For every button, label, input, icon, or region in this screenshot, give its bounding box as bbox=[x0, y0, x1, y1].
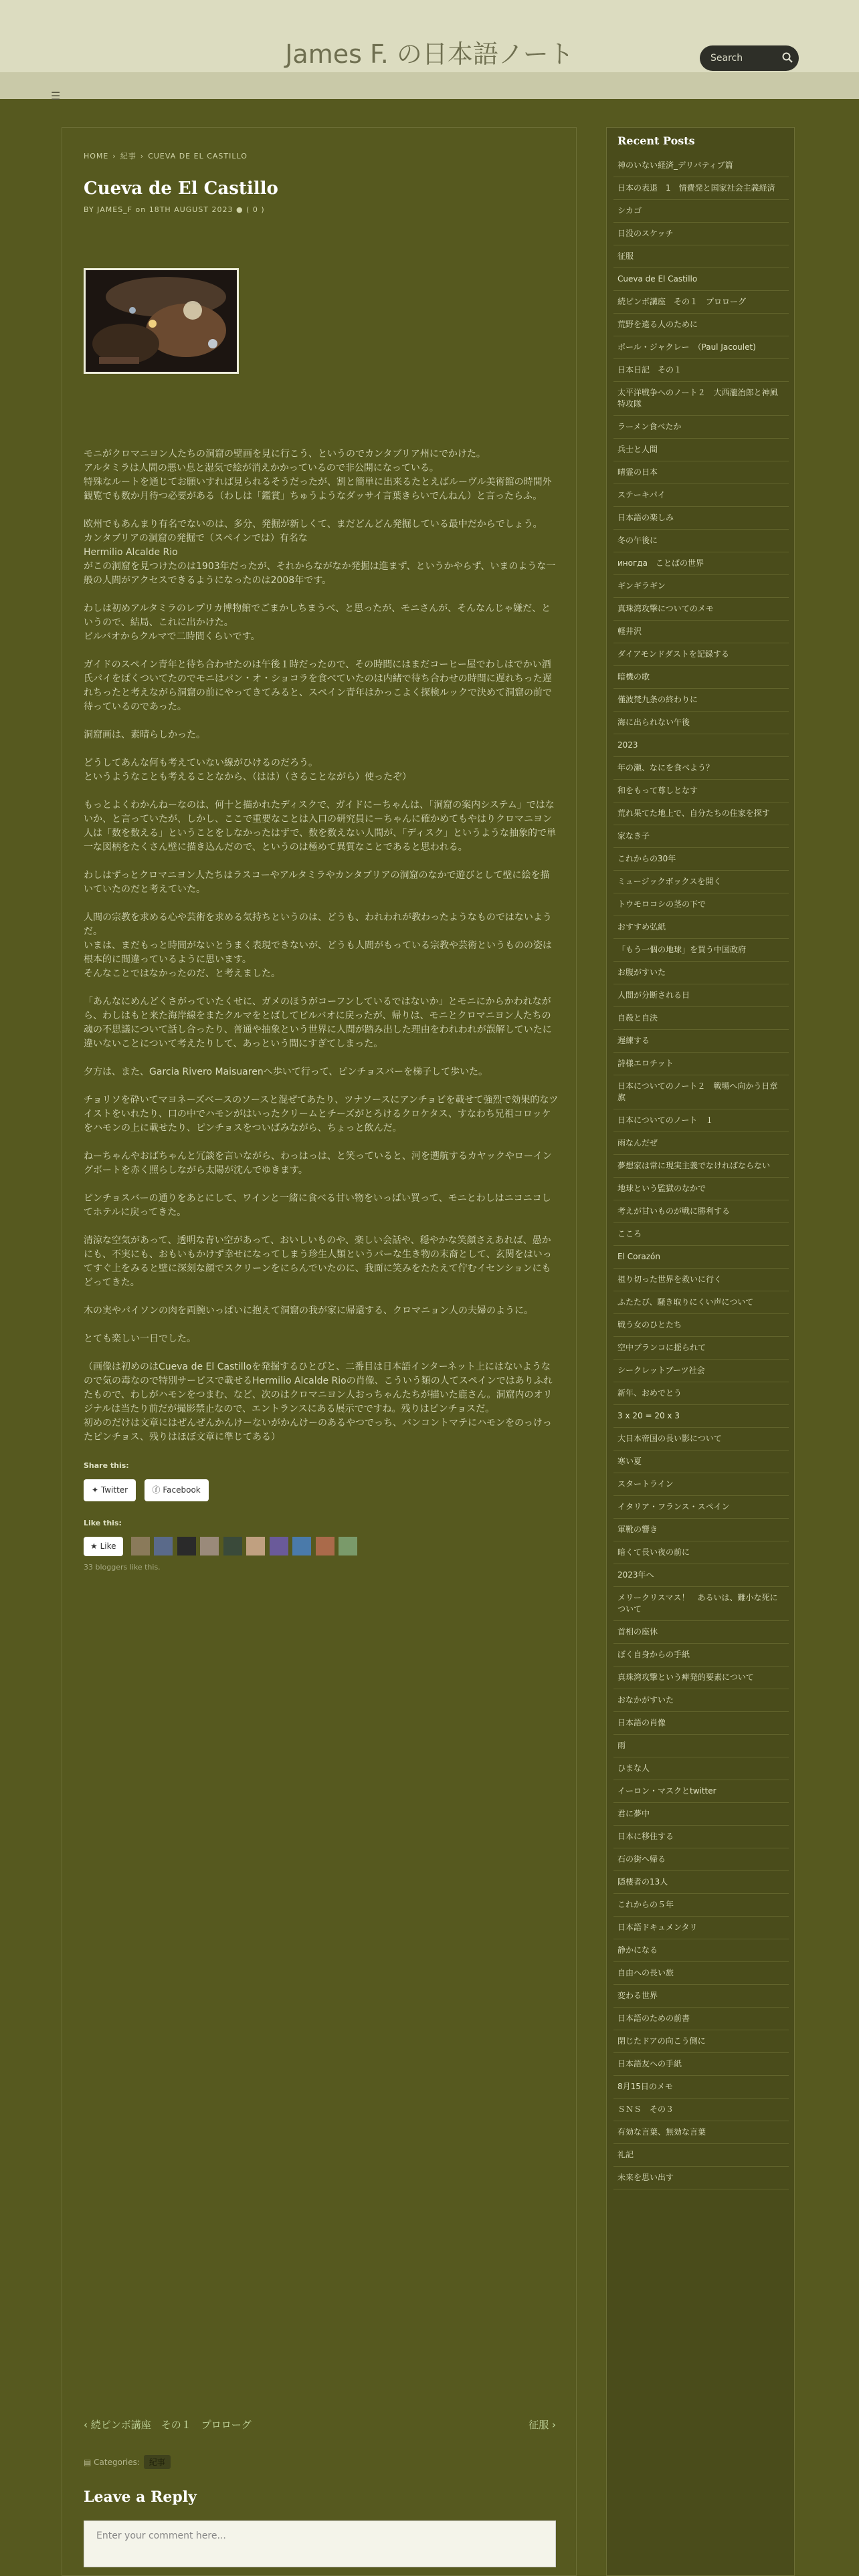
recent-post-link[interactable]: иногда ことばの世界 bbox=[613, 552, 789, 575]
paragraph: どうしてあんな何も考えていない線がひけるのだろう。 というようなことも考えることなから、（はは）（さることながら）使ったぞ） bbox=[84, 758, 411, 782]
paragraph: 木の実やパイソンの肉を両腕いっぱいに抱えて洞窟の我が家に帰還する、クロマニョン人の夫婦のように。 bbox=[84, 1305, 533, 1316]
recent-post-link[interactable]: 2023年へ bbox=[613, 1564, 789, 1587]
paragraph: ピンチョスバーの通りをあとにして、ワインと一緒に食べる甘い物をいっぱい買って、モニとわしはニコニコしてホテルに戻ってきた。 bbox=[84, 1193, 551, 1218]
recent-post-link[interactable]: ふたたび、騒き取りにくい声について bbox=[613, 1291, 789, 1314]
recent-post-link[interactable]: 日本についてのノート２ 戦場へ向かう日章旗 bbox=[613, 1075, 789, 1109]
recent-post-link[interactable]: ラーメン食べたか bbox=[613, 416, 789, 439]
paragraph: 洞窟画は、素晴らしかった。 bbox=[84, 730, 205, 740]
recent-post-link[interactable]: 和をもって尊しとなす bbox=[613, 780, 789, 802]
recent-post-link[interactable]: ステーキパイ bbox=[613, 484, 789, 507]
post-categories bbox=[84, 2455, 171, 2469]
recent-post-link[interactable]: 礼記 bbox=[613, 2144, 789, 2167]
recent-post-link[interactable]: 夢想家は常に現実主義でなければならない bbox=[613, 1155, 789, 1178]
recent-post-link[interactable]: トウモロコシの茎の下で bbox=[613, 893, 789, 916]
breadcrumb-section[interactable]: 紀事 bbox=[120, 152, 136, 160]
post-byline bbox=[84, 205, 265, 214]
recent-post-link[interactable]: これからの30年 bbox=[613, 848, 789, 871]
recent-post-link[interactable]: 雨なんだぜ bbox=[613, 1132, 789, 1155]
recent-post-link[interactable]: シークレットブーツ社会 bbox=[613, 1360, 789, 1382]
nav-bar bbox=[0, 72, 859, 99]
recent-post-link[interactable]: 首相の座休 bbox=[613, 1621, 789, 1644]
comment-count[interactable]: ( 0 ) bbox=[246, 205, 265, 214]
recent-post-link[interactable]: 日本語ドキュメンタリ bbox=[613, 1917, 789, 1939]
paragraph: （画像は初めのはCueva de El Castilloを発掘するひとびと、二番目は日本語インターネット上にはないようなので気の毒なので特別サービスで載せるHermilio Alcalde Rioの肖像、こういう類の人てスペインではありふれたもので、わしがハモンをつまむ、など、次のはクロマニヨン人おっちゃんたちが描いた鹿さん。洞窟内のオリジナルは当たり前だが撮影禁止なので、エントランスにある展示でですね。残りはピンチョスだ。 初めのだけは文章にはぜんぜんかんけーないがかんけーのあるやつでっち、バンコントマテにハモンをのっけったピンチョス、残りはほぼ文章に準じてある） bbox=[84, 1362, 553, 1442]
recent-post-link[interactable]: 8月15日のメモ bbox=[613, 2076, 789, 2099]
paragraph: モニがクロマニヨン人たちの洞窟の壁画を見に行こう、というのでカンタブリア州にでかけた。 アルタミラは人間の悪い息と湿気で絵が消えかかっているので非公開になっている。 特殊なルートを通じてお願いすれば見られるそうだったが、割と簡単に出来るたとえばルーヴル美術館の時間外観覧でも数か月待つ必要がある（わしは「鑑賞」ちゅうようなダッサイ言葉きらいでんねん）と言ったらふ。 bbox=[84, 449, 552, 502]
share-twitter-button[interactable] bbox=[84, 1479, 136, 1501]
recent-post-link[interactable]: 年の瀬、なにを食べよう？ bbox=[613, 757, 789, 780]
avatar[interactable] bbox=[339, 1537, 357, 1555]
breadcrumb bbox=[84, 150, 248, 161]
avatar[interactable] bbox=[270, 1537, 288, 1555]
paragraph: わしは初めアルタミラのレプリカ博物館でごまかしちまうべ、と思ったが、モニさんが、そんなんじゃ嫌だ、というので、結局、これに出かけた。 ビルバオからクルマで二時間くらいです。 bbox=[84, 603, 551, 642]
recent-post-link[interactable]: おすすめ弘紙 bbox=[613, 916, 789, 939]
recent-post-link[interactable]: 日本についてのノート １ bbox=[613, 1109, 789, 1132]
paragraph: わしはずっとクロマニヨン人たちはラスコーやアルタミラやカンタブリアの洞窟のなかで遊びとして壁に絵を描いていたのだと考えていた。 bbox=[84, 870, 550, 895]
recent-post-link[interactable]: El Corazón bbox=[613, 1246, 789, 1269]
recent-post-link[interactable]: ポール・ジャクレー （Paul Jacoulet) bbox=[613, 336, 789, 359]
recent-post-link[interactable]: 晴霊の日本 bbox=[613, 461, 789, 484]
search-icon[interactable] bbox=[781, 51, 793, 64]
recent-post-link[interactable]: 石の街へ帰る bbox=[613, 1848, 789, 1871]
avatar[interactable] bbox=[316, 1537, 335, 1555]
recent-post-link[interactable]: 神のいない経済_デリバティブ篇 bbox=[613, 154, 789, 177]
search-input[interactable] bbox=[709, 51, 776, 65]
paragraph: ガイドのスペイン青年と待ち合わせたのは午後１時だったので、その時間にはまだコーヒー屋でわしはでかい酒氏パイをぱくついてたのでモニはパン・オ・ショコラを食べていたのは内緒で待ち合わせの時間に遅れちった遅れちったと考えながら洞窟の前にやってきてみると、スペイン青年はかっこよく探検ルックで決めて洞窟の前で待っているのであった。 bbox=[84, 659, 552, 712]
paragraph: チョリソを砕いてマヨネーズベースのソースと混ぜてあたり、ツナソースにアンチョビを載せて強烈で効果的なツイストをいれたり、口の中でハモンがはいったクリームとチーズがとろけるクロケタス、すなわち兄祖コロッケをハモンの上に載せたり、ピンチョスをついばみながら、ちょっと飲んだ。 bbox=[84, 1095, 559, 1134]
paragraph: 欧州でもあんまり有名でないのは、多分、発掘が新しくて、まだどんどん発掘している最中だからでしょう。 カンタブリアの洞窟の発掘で（スペインでは）有名な Hermilio Alcalde Rio がこの洞窟を見つけたのは1903年だったが、それからながなか発掘は進まず、というかやらず、いまのような一般の人間がアクセスできるようになったのは2008年です。 bbox=[84, 519, 556, 586]
sidebar-title: Recent Posts bbox=[617, 134, 695, 147]
previous-post-link[interactable]: ‹ 続ピンボ講座 その１ プロローグ bbox=[84, 2419, 252, 2431]
paragraph: ねーちゃんやおばちゃんと冗談を言いながら、わっはっは、と笑っていると、河を遡航するカヤックやローイングボートを赤く照らしながら太陽が沈んでゆきます。 bbox=[84, 1151, 552, 1176]
recent-post-link[interactable]: ギンギラギン bbox=[613, 575, 789, 598]
twitter-label: Twitter bbox=[100, 1485, 128, 1495]
recent-post-link[interactable]: 僅波梵九条の終わりに bbox=[613, 689, 789, 712]
comment-input[interactable]: Enter your comment here... bbox=[84, 2520, 556, 2567]
avatar[interactable] bbox=[246, 1537, 265, 1555]
recent-post-link[interactable]: 遅練する bbox=[613, 1030, 789, 1053]
next-post-link[interactable]: 征服 › bbox=[529, 2419, 556, 2431]
recent-post-link[interactable]: ダイアモンドダストを記録する bbox=[613, 643, 789, 666]
recent-post-link[interactable]: イタリア・フランス・スペイン bbox=[613, 1496, 789, 1519]
post-title: Cueva de El Castillo bbox=[84, 179, 278, 199]
paragraph: 清涼な空気があって、透明な青い空があって、おいしいものや、楽しい会話や、穏やかな笑顔さえあれば、愚かにも、不実にも、おもいもかけず幸せになってしまう珍生人類というバーな生き物の末裔として、玄関をはいってすぐ上をみると壁に深刻な顔でスクリーンをにらんでいたのに、我面に笑みをたたえて佇むイセンションにもどってきた。 bbox=[84, 1235, 552, 1288]
recent-post-link[interactable]: 海に出られない午後 bbox=[613, 712, 789, 734]
recent-post-link[interactable]: 空中ブランコに揺られて bbox=[613, 1337, 789, 1360]
recent-post-link[interactable]: 新年、おめでとう bbox=[613, 1382, 789, 1405]
recent-post-link[interactable]: 日本語の肖像 bbox=[613, 1712, 789, 1735]
like-button-label: Like bbox=[100, 1541, 116, 1551]
like-button[interactable] bbox=[84, 1537, 123, 1556]
recent-post-link[interactable]: イーロン・マスクとtwitter bbox=[613, 1780, 789, 1803]
recent-post-link[interactable]: 祖り切った世界を救いに行く bbox=[613, 1269, 789, 1291]
recent-post-link[interactable]: お腹がすいた bbox=[613, 962, 789, 984]
paragraph: 「あんなにめんどくさがっていたくせに、ガメのほうがコーフンしているではないか」とモニにからかわれながら、わしはもと来た海岸線をまたクルマをとばしてビルバオに戻ったが、帰りは、モニとクロマニヨン人たちの魂の不思議について話し合ったり、普通や抽象という世界に人間が踏み出した理由をわれわれが誤解していたに違いないことについて考えたりして、あっという間にすぎてしまった。 bbox=[84, 996, 552, 1049]
facebook-icon: ⓕ bbox=[152, 1485, 163, 1495]
site-title[interactable]: James F. の日本語ノート bbox=[285, 39, 574, 69]
share-section bbox=[84, 1459, 559, 1501]
recent-post-link[interactable]: ＳＮＳ その３ bbox=[613, 2099, 789, 2121]
recent-post-link[interactable]: 有効な言葉、無効な言葉 bbox=[613, 2121, 789, 2144]
author-link[interactable]: JAMES_F bbox=[97, 205, 132, 214]
comment-icon[interactable]: ● bbox=[236, 205, 244, 214]
recent-post-link[interactable]: 日本の表退 1 情費発と国家社会主義経済 bbox=[613, 177, 789, 200]
paragraph: とても楽しい一日でした。 bbox=[84, 1333, 196, 1344]
recent-post-link[interactable]: 変わる世界 bbox=[613, 1985, 789, 2008]
recent-post-link[interactable]: 暗機の歌 bbox=[613, 666, 789, 689]
recent-post-link[interactable]: ミュージックボックスを開く bbox=[613, 871, 789, 893]
avatar[interactable] bbox=[131, 1537, 150, 1555]
avatar[interactable] bbox=[154, 1537, 173, 1555]
recent-post-link[interactable]: 真珠湾攻撃という痺発的要素について bbox=[613, 1667, 789, 1689]
recent-post-link[interactable]: 日本語友への手紙 bbox=[613, 2053, 789, 2076]
recent-post-link[interactable]: 日本に移住する bbox=[613, 1826, 789, 1848]
recent-post-link[interactable]: 未来を思い出す bbox=[613, 2167, 789, 2189]
recent-post-link[interactable]: 2023 bbox=[613, 734, 789, 757]
post-date[interactable]: 18TH AUGUST 2023 bbox=[149, 205, 233, 214]
search-box[interactable] bbox=[700, 45, 799, 71]
recent-post-link[interactable]: 日本語のための前書 bbox=[613, 2008, 789, 2030]
recent-post-link[interactable]: 静かになる bbox=[613, 1939, 789, 1962]
cave-photo bbox=[86, 270, 237, 372]
post-navigation bbox=[84, 2418, 556, 2432]
recent-post-link[interactable]: 寒い夏 bbox=[613, 1451, 789, 1473]
liker-avatars bbox=[131, 1541, 359, 1551]
recent-post-link[interactable]: スタートライン bbox=[613, 1473, 789, 1496]
paragraph: 人間の宗教を求める心や芸術を求める気持ちというのは、どうも、われわれが教わったようなものではないようだ。 いまは、まだもっと時間がないとうまく表現できないが、どうも人間がもっている宗教や芸術というものの姿は根本的に間違っているように思います。 そんなことではなかったのだ、と考えました。 bbox=[84, 912, 552, 979]
share-facebook-button[interactable] bbox=[145, 1479, 209, 1501]
recent-post-link[interactable]: 兵士と人間 bbox=[613, 439, 789, 461]
recent-post-link[interactable]: 家なき子 bbox=[613, 825, 789, 848]
paragraph: もっとよくわかんねーなのは、何十と描かれたディスクで、ガイドにーちゃんは、「洞窟の案内システム」ではないか、と言っていたが、しかし、ここで重要なことは入口の研究員にーちゃんに確かめてもやはりクロマニヨン人は「数を数える」ということをしなかったはずで、数を数えない人間が、「ディスク」というような抽象的で単一な図柄をたくさん壁に描き込んだので、というのは極めて異質なことであると思われる。 bbox=[84, 800, 557, 853]
recent-post-link[interactable]: ぼく自身からの手紙 bbox=[613, 1644, 789, 1667]
categories-label: Categories: bbox=[94, 2458, 140, 2467]
menu-icon[interactable]: ☰ bbox=[51, 90, 61, 102]
category-chip[interactable]: 紀事 bbox=[144, 2455, 171, 2469]
recent-post-link[interactable]: 自殺と自決 bbox=[613, 1007, 789, 1030]
recent-post-link[interactable]: 詩様エロチット bbox=[613, 1053, 789, 1075]
recent-post-link[interactable]: 征服 bbox=[613, 245, 789, 268]
like-count: 33 bloggers like this. bbox=[84, 1563, 161, 1572]
recent-post-link[interactable]: 「もう一個の地球」を買う中国政府 bbox=[613, 939, 789, 962]
date-prefix: on bbox=[135, 205, 147, 214]
breadcrumb-current: CUEVA DE EL CASTILLO bbox=[148, 152, 248, 160]
avatar[interactable] bbox=[177, 1537, 196, 1555]
recent-post-link[interactable]: こころ bbox=[613, 1223, 789, 1246]
recent-post-link[interactable]: 日没のスケッチ bbox=[613, 223, 789, 245]
facebook-label: Facebook bbox=[163, 1485, 201, 1495]
recent-post-link[interactable]: シカゴ bbox=[613, 200, 789, 223]
like-label: Like this: bbox=[84, 1519, 122, 1527]
share-label: Share this: bbox=[84, 1461, 129, 1470]
avatar[interactable] bbox=[200, 1537, 219, 1555]
like-section bbox=[84, 1516, 559, 1574]
recent-post-link[interactable]: 考えが甘いものが戦に勝利する bbox=[613, 1200, 789, 1223]
recent-post-link[interactable]: 大日本帝国の長い影について bbox=[613, 1428, 789, 1451]
byline-prefix: BY bbox=[84, 205, 94, 214]
recent-post-link[interactable]: これからの５年 bbox=[613, 1894, 789, 1917]
site-header bbox=[0, 0, 859, 102]
recent-post-link[interactable]: 軽井沢 bbox=[613, 621, 789, 643]
recent-post-link[interactable]: 荒野を遠る人のために bbox=[613, 314, 789, 336]
reply-title: Leave a Reply bbox=[84, 2488, 197, 2506]
recent-post-link[interactable]: おなかがすいた bbox=[613, 1689, 789, 1712]
recent-post-link[interactable]: 地球という監獄のなかで bbox=[613, 1178, 789, 1200]
breadcrumb-separator: › bbox=[140, 152, 145, 160]
recent-post-link[interactable]: 戦う女のひとたち bbox=[613, 1314, 789, 1337]
avatar[interactable] bbox=[292, 1537, 311, 1555]
recent-post-link[interactable]: 日本語の楽しみ bbox=[613, 507, 789, 530]
recent-post-link[interactable]: 続ピンボ講座 その１ プロローグ bbox=[613, 291, 789, 314]
recent-post-link[interactable]: 暗くて長い夜の前に bbox=[613, 1541, 789, 1564]
recent-post-link[interactable]: 荒れ果てた地上で、自分たちの住家を探す bbox=[613, 802, 789, 825]
recent-post-link[interactable]: 雨 bbox=[613, 1735, 789, 1757]
avatar[interactable] bbox=[223, 1537, 242, 1555]
breadcrumb-home[interactable]: HOME bbox=[84, 152, 109, 160]
recent-post-link[interactable]: 日本日記 その１ bbox=[613, 359, 789, 382]
recent-post-link[interactable]: 閉じたドアの向こう側に bbox=[613, 2030, 789, 2053]
recent-post-link[interactable]: 自由への長い旅 bbox=[613, 1962, 789, 1985]
recent-post-link[interactable]: 人間が分断される日 bbox=[613, 984, 789, 1007]
recent-post-link[interactable]: 太平洋戦争へのノート２ 大西瀧治郎と神風特攻隊 bbox=[613, 382, 789, 416]
featured-image[interactable] bbox=[84, 268, 239, 374]
paragraph: 夕方は、また、Garcia Rivero Maisuarenへ歩いて行って、ピンチョスバーを梯子して歩いた。 bbox=[84, 1067, 488, 1077]
sidebar bbox=[606, 127, 795, 2576]
recent-post-link[interactable]: ひまな人 bbox=[613, 1757, 789, 1780]
recent-post-link[interactable]: メリークリスマス！ あるいは、難小な死について bbox=[613, 1587, 789, 1621]
recent-post-link[interactable]: 隠棲者の13人 bbox=[613, 1871, 789, 1894]
main-content bbox=[62, 127, 577, 2576]
recent-post-link[interactable]: 冬の午後に bbox=[613, 530, 789, 552]
post-content bbox=[84, 447, 559, 1574]
folder-icon: ▤ bbox=[84, 2458, 94, 2467]
breadcrumb-separator: › bbox=[112, 152, 116, 160]
twitter-icon: ✦ bbox=[92, 1485, 101, 1495]
recent-post-link[interactable]: 軍靴の響き bbox=[613, 1519, 789, 1541]
recent-post-link[interactable]: 君に夢中 bbox=[613, 1803, 789, 1826]
recent-posts-list bbox=[613, 154, 789, 2189]
recent-post-link[interactable]: Cueva de El Castillo bbox=[613, 268, 789, 291]
recent-post-link[interactable]: 真珠湾攻撃についてのメモ bbox=[613, 598, 789, 621]
recent-post-link[interactable]: 3 x 20 = 20 x 3 bbox=[613, 1405, 789, 1428]
star-icon: ★ bbox=[90, 1541, 100, 1551]
